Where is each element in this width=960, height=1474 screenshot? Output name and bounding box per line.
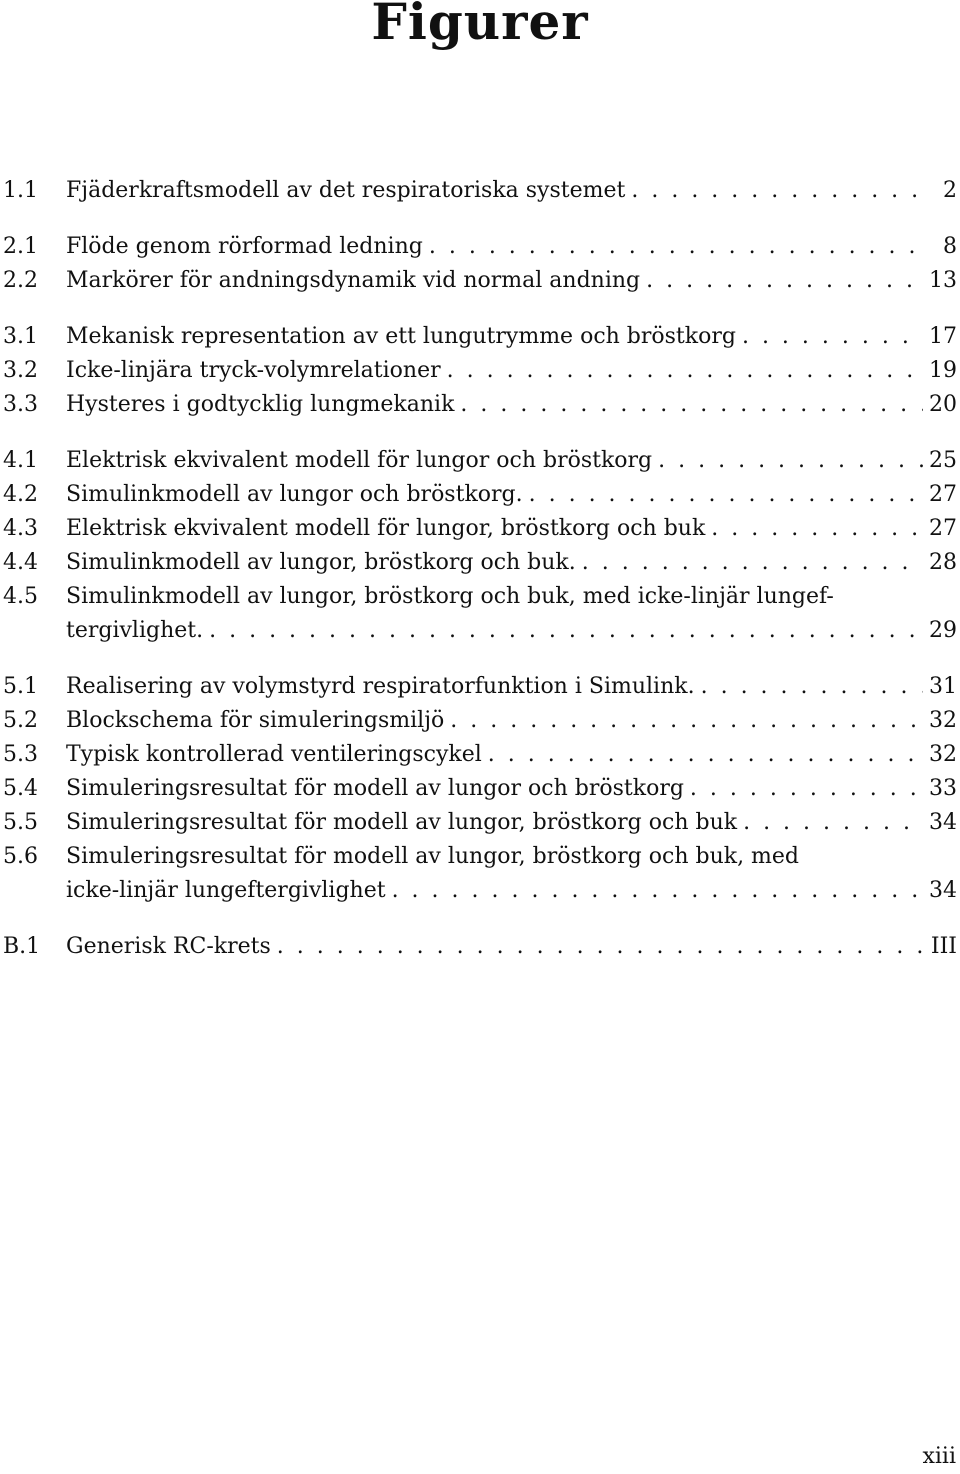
dot-leader: [742, 320, 923, 354]
toc-entry[interactable]: [0, 840, 960, 908]
entry-number: 3.1: [3, 324, 38, 349]
entry-page: 19: [929, 358, 957, 383]
entry-label: Realisering av volymstyrd respiratorfunktion i Simulink.: [66, 674, 695, 699]
toc-entry[interactable]: [0, 930, 960, 964]
toc-entry[interactable]: [0, 512, 960, 546]
toc-entry[interactable]: [0, 580, 960, 648]
dot-leader: [209, 614, 923, 648]
entry-number: 4.4: [3, 550, 38, 575]
entry-number: 4.3: [3, 516, 38, 541]
entry-label: Typisk kontrollerad ventileringscykel: [66, 742, 482, 767]
entry-number: 2.2: [3, 268, 38, 293]
toc-entry[interactable]: [0, 388, 960, 422]
entry-number: 5.5: [3, 810, 38, 835]
entry-label: Markörer för andningsdynamik vid normal andning: [66, 268, 641, 293]
entry-number: 5.2: [3, 708, 38, 733]
toc-entry[interactable]: [0, 230, 960, 264]
toc-entry[interactable]: [0, 174, 960, 208]
entry-number: 5.1: [3, 674, 38, 699]
entry-page: III: [930, 934, 957, 959]
entry-label: Simulinkmodell av lungor, bröstkorg och buk.: [66, 550, 576, 575]
entry-number: 5.6: [3, 844, 38, 869]
dot-leader: [488, 738, 923, 772]
toc-entry[interactable]: [0, 546, 960, 580]
dot-leader: [631, 174, 923, 208]
toc-group-chapter-3: [0, 320, 960, 422]
dot-leader: [711, 512, 923, 546]
entry-label: Mekanisk representation av ett lungutrymme och bröstkorg: [66, 324, 736, 349]
toc-entry[interactable]: [0, 738, 960, 772]
toc-entry[interactable]: [0, 772, 960, 806]
toc-group-appendix-b: [0, 930, 960, 964]
entry-page: 28: [929, 550, 957, 575]
dot-leader: [690, 772, 923, 806]
entry-page: 34: [929, 810, 957, 835]
entry-page: 32: [929, 742, 957, 767]
entry-page: 8: [943, 234, 957, 259]
entry-page: 33: [929, 776, 957, 801]
toc-entry[interactable]: [0, 320, 960, 354]
dot-leader: [701, 670, 923, 704]
toc-group-chapter-4: [0, 444, 960, 648]
dot-leader: [658, 444, 923, 478]
entry-number: 4.5: [3, 584, 38, 609]
entry-number: 3.2: [3, 358, 38, 383]
page-title: Figurer: [371, 0, 589, 51]
entry-label: Hysteres i godtycklig lungmekanik: [66, 392, 455, 417]
entry-page: 25: [929, 448, 957, 473]
entry-page: 13: [929, 268, 957, 293]
dot-leader: [529, 478, 923, 512]
entry-label: Icke-linjära tryck-volymrelationer: [66, 358, 441, 383]
dot-leader: [743, 806, 923, 840]
toc-entry[interactable]: [0, 354, 960, 388]
toc-group-chapter-2: [0, 230, 960, 298]
entry-number: B.1: [3, 934, 41, 959]
page-number: xiii: [922, 1444, 956, 1469]
entry-page: 20: [929, 392, 957, 417]
entry-page: 17: [929, 324, 957, 349]
toc-entry[interactable]: [0, 704, 960, 738]
entry-page: 32: [929, 708, 957, 733]
dot-leader: [582, 546, 923, 580]
toc-entry[interactable]: [0, 478, 960, 512]
entry-label: Fjäderkraftsmodell av det respiratoriska systemet: [66, 178, 626, 203]
entry-page: 31: [929, 674, 957, 699]
dot-leader: [450, 704, 923, 738]
dot-leader: [429, 230, 923, 264]
dot-leader: [392, 874, 923, 908]
entry-label: icke-linjär lungeftergivlighet: [66, 878, 386, 903]
entry-page: 27: [929, 516, 957, 541]
entry-page: 29: [929, 618, 957, 643]
entry-label: Elektrisk ekvivalent modell för lungor och bröstkorg: [66, 448, 653, 473]
toc-entry[interactable]: [0, 444, 960, 478]
entry-label: Simuleringsresultat för modell av lungor, bröstkorg och buk: [66, 810, 738, 835]
entry-label: Generisk RC-krets: [66, 934, 271, 959]
entry-label: Flöde genom rörformad ledning: [66, 234, 423, 259]
toc-entry[interactable]: [0, 806, 960, 840]
list-of-figures: [0, 174, 960, 986]
dot-leader: [277, 930, 923, 964]
entry-label: Simuleringsresultat för modell av lungor och bröstkorg: [66, 776, 684, 801]
entry-page: 27: [929, 482, 957, 507]
entry-page: 34: [929, 878, 957, 903]
entry-label: tergivlighet.: [66, 618, 204, 643]
toc-group-chapter-5: [0, 670, 960, 908]
entry-number: 5.4: [3, 776, 38, 801]
entry-number: 3.3: [3, 392, 38, 417]
entry-number: 2.1: [3, 234, 38, 259]
entry-label: Blockschema för simuleringsmiljö: [66, 708, 445, 733]
dot-leader: [646, 264, 923, 298]
toc-entry[interactable]: [0, 264, 960, 298]
entry-number: 5.3: [3, 742, 38, 767]
dot-leader: [447, 354, 923, 388]
entry-label-line-1: Simulinkmodell av lungor, bröstkorg och buk, med icke-linjär lungef-: [66, 584, 834, 609]
entry-label: Simulinkmodell av lungor och bröstkorg.: [66, 482, 523, 507]
toc-group-chapter-1: [0, 174, 960, 208]
entry-number: 4.2: [3, 482, 38, 507]
entry-label: Elektrisk ekvivalent modell för lungor, bröstkorg och buk: [66, 516, 706, 541]
dot-leader: [460, 388, 923, 422]
entry-number: 1.1: [3, 178, 38, 203]
toc-entry[interactable]: [0, 670, 960, 704]
entry-number: 4.1: [3, 448, 38, 473]
entry-page: 2: [943, 178, 957, 203]
entry-label-line-1: Simuleringsresultat för modell av lungor, bröstkorg och buk, med: [66, 844, 800, 869]
